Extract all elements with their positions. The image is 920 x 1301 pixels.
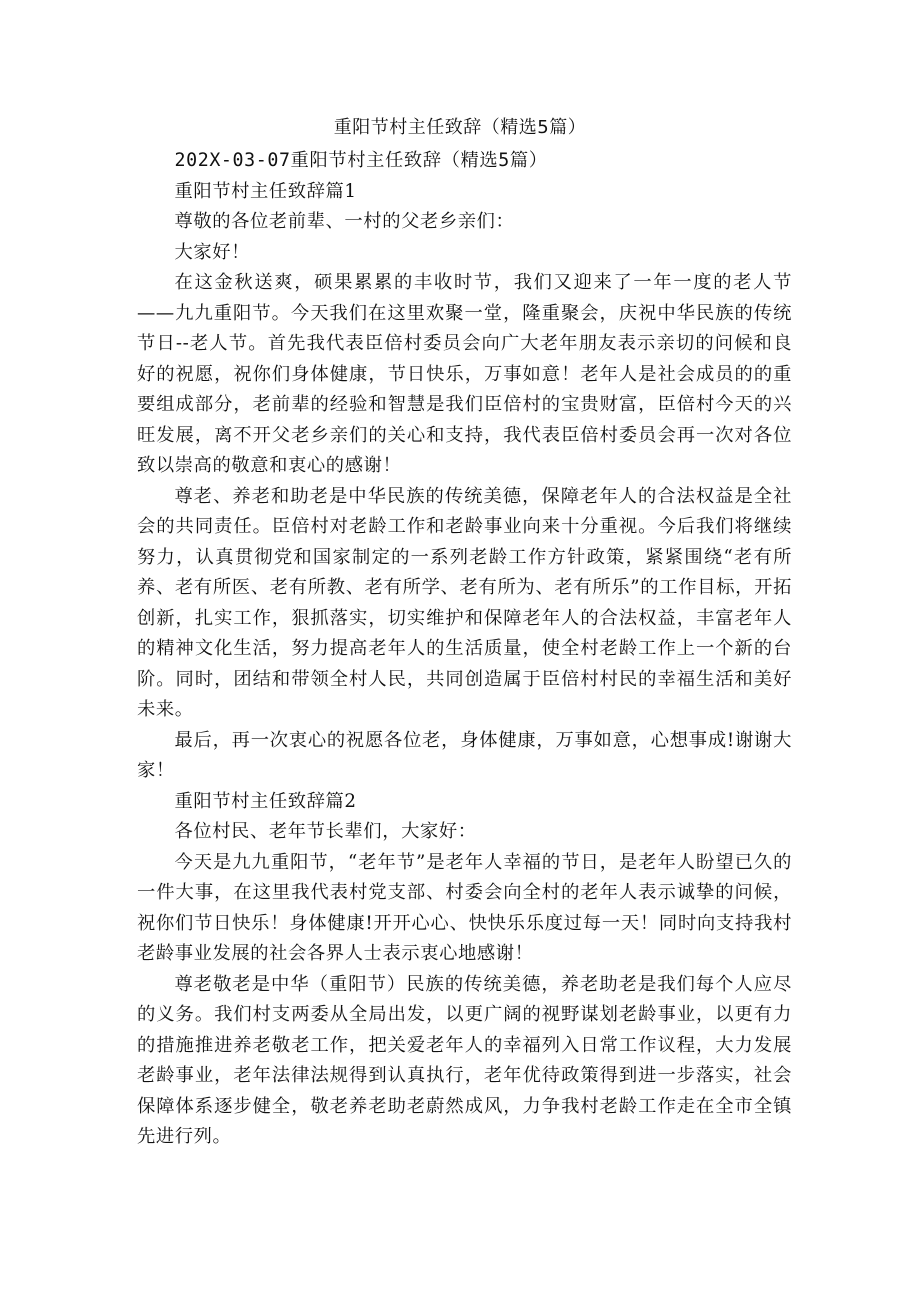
body-paragraph: 今天是九九重阳节，“老年节”是老年人幸福的节日，是老年人盼望已久的一件大事，在这里我代表村党支部、村委会向全村的老年人表示诚挚的问候，祝你们节日快乐！身体健康!开开心心、快快乐乐度过每一天！同时向支持我村老龄事业发展的社会各界人士表示衷心地感谢！ xyxy=(137,851,792,964)
section-heading-2: 重阳节村主任致辞篇2 xyxy=(174,790,357,812)
body-paragraph: 在这金秋送爽，硕果累累的丰收时节，我们又迎来了一年一度的老人节——九九重阳节。今天我们在这里欢聚一堂，隆重聚会，庆祝中华民族的传统节日--老人节。首先我代表臣倍村委员会向广大老年朋友表示亲切的问候和良好的祝愿，祝你们身体健康，节日快乐，万事如意！老年人是社会成员的的重要组成部分，老前辈的经验和智慧是我们臣倍村的宝贵财富，臣倍村今天的兴旺发展，离不开父老乡亲们的关心和支持，我代表臣倍村委员会再一次对各位致以崇高的敬意和衷心的感谢！ xyxy=(137,272,792,476)
document-body xyxy=(137,146,792,1153)
body-paragraph: 尊老、养老和助老是中华民族的传统美德，保障老年人的合法权益是全社会的共同责任。臣倍村对老龄工作和老龄事业向来十分重视。今后我们将继续努力，认真贯彻党和国家制定的一系列老龄工作方针政策，紧紧围绕“老有所养、老有所医、老有所教、老有所学、老有所为、老有所乐”的工作目标，开拓创新，扎实工作，狠抓落实，切实维护和保障老年人的合法权益，丰富老年人的精神文化生活，努力提高老年人的生活质量，使全村老龄工作上一个新的台阶。同时，团结和带领全村人民，共同创造属于臣倍村村民的幸福生活和美好未来。 xyxy=(137,485,792,720)
salutation-2: 各位村民、老年节长辈们，大家好： xyxy=(174,821,477,842)
body-paragraph: 尊老敬老是中华（重阳节）民族的传统美德，养老助老是我们每个人应尽的义务。我们村支两委从全局出发，以更广阔的视野谋划老龄事业，以更有力的措施推进养老敬老工作，把关爱老年人的幸福列入日常工作议程，大力发展老龄事业，老年法律法规得到认真执行，老年优待政策得到进一步落实，社会保障体系逐步健全，敬老养老助老蔚然成风，力争我村老龄工作走在全市全镇先进行列。 xyxy=(137,973,792,1147)
salutation-1: 尊敬的各位老前辈、一村的父老乡亲们： xyxy=(174,211,515,232)
document-title: 重阳节村主任致辞（精选5篇） xyxy=(333,117,587,138)
section-heading-1: 重阳节村主任致辞篇1 xyxy=(174,180,357,202)
greeting-1: 大家好！ xyxy=(174,241,251,263)
date-line: 202X-03-07重阳节村主任致辞（精选5篇） xyxy=(174,150,548,171)
closing-paragraph-1: 最后，再一次衷心的祝愿各位老，身体健康，万事如意，心想事成!谢谢大家！ xyxy=(137,729,792,781)
